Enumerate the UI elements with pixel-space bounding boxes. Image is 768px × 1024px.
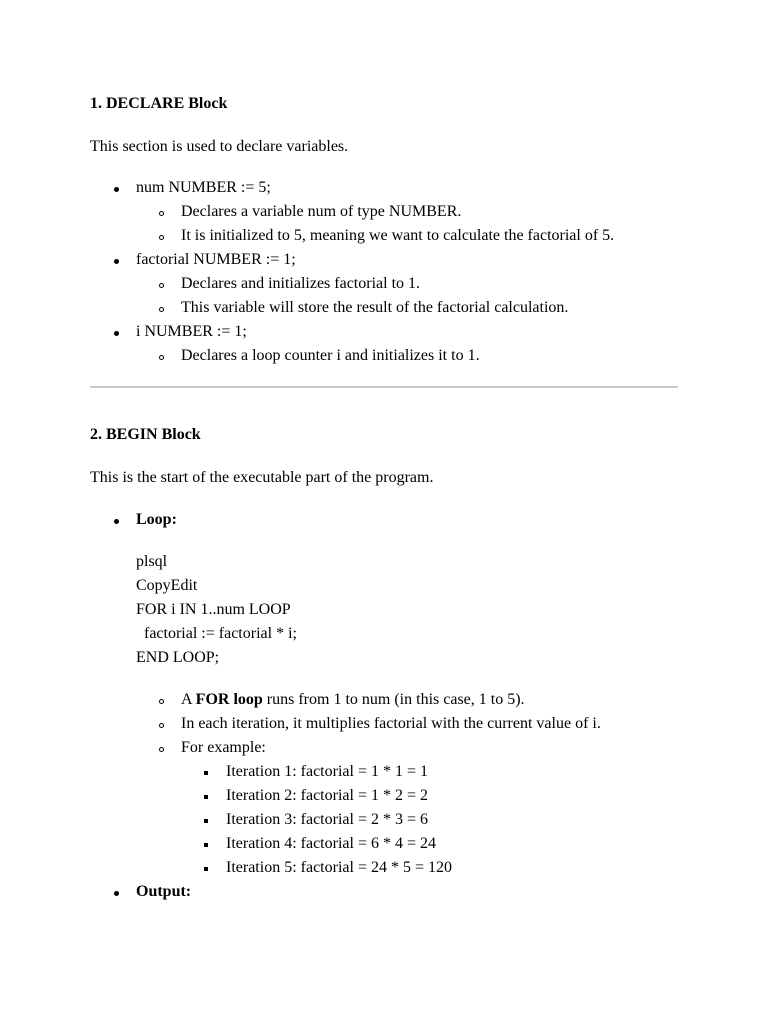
iteration-item: Iteration 4: factorial = 6 * 4 = 24 [226, 835, 436, 852]
iteration-item: Iteration 2: factorial = 1 * 2 = 2 [226, 787, 428, 804]
section-heading-declare: 1. DECLARE Block [90, 95, 228, 112]
square-bullet [204, 867, 208, 871]
copy-edit-button[interactable]: CopyEdit [136, 577, 198, 594]
sub-list-item: Declares a variable num of type NUMBER. [181, 203, 462, 220]
horizontal-divider [90, 386, 678, 388]
square-bullet [204, 795, 208, 799]
sub-list-item: This variable will store the result of the factorial calculation. [181, 299, 569, 316]
sub-list-item: For example: [181, 739, 266, 756]
section-intro-begin: This is the start of the executable part of the program. [90, 469, 434, 486]
list-item: i NUMBER := 1; [136, 323, 247, 340]
iteration-item: Iteration 5: factorial = 24 * 5 = 120 [226, 859, 452, 876]
iteration-item: Iteration 3: factorial = 2 * 3 = 6 [226, 811, 428, 828]
section-intro-declare: This section is used to declare variables. [90, 138, 349, 155]
square-bullet [204, 819, 208, 823]
disc-bullet [114, 259, 119, 264]
sub-list-item: Declares and initializes factorial to 1. [181, 275, 421, 292]
code-line: FOR i IN 1..num LOOP [136, 601, 291, 618]
sub-list-item: Declares a loop counter i and initializes it to 1. [181, 347, 480, 364]
circle-bullet [159, 355, 164, 360]
square-bullet [204, 843, 208, 847]
for-loop-keyword: FOR loop [195, 691, 263, 708]
circle-bullet [159, 747, 164, 752]
list-item: factorial NUMBER := 1; [136, 251, 296, 268]
text-fragment: runs from 1 to num (in this case, 1 to 5). [262, 691, 525, 708]
iteration-item: Iteration 1: factorial = 1 * 1 = 1 [226, 763, 428, 780]
list-item: num NUMBER := 5; [136, 179, 271, 196]
code-line: END LOOP; [136, 649, 220, 666]
circle-bullet [159, 723, 164, 728]
output-label: Output: [136, 883, 192, 900]
sub-list-item: In each iteration, it multiplies factorial with the current value of i. [181, 715, 601, 732]
disc-bullet [114, 891, 119, 896]
loop-label: Loop: [136, 511, 177, 528]
square-bullet [204, 771, 208, 775]
code-line: factorial := factorial * i; [136, 625, 297, 642]
section-heading-begin: 2. BEGIN Block [90, 426, 201, 443]
text-fragment: A [181, 691, 196, 708]
code-language-label: plsql [136, 553, 168, 570]
circle-bullet [159, 699, 164, 704]
circle-bullet [159, 235, 164, 240]
disc-bullet [114, 519, 119, 524]
sub-list-item [181, 688, 525, 712]
disc-bullet [114, 331, 119, 336]
disc-bullet [114, 187, 119, 192]
circle-bullet [159, 211, 164, 216]
sub-list-item: It is initialized to 5, meaning we want to calculate the factorial of 5. [181, 227, 615, 244]
circle-bullet [159, 283, 164, 288]
circle-bullet [159, 307, 164, 312]
